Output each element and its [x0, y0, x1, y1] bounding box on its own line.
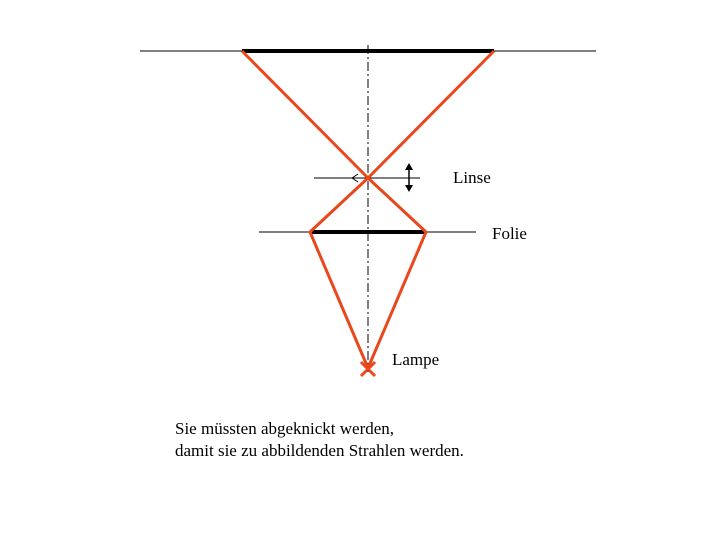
- lens-small-mark-lower: [352, 178, 358, 182]
- caption-text: [175, 418, 464, 462]
- lamp-label: Lampe: [392, 350, 440, 369]
- caption-line-1: Sie müssten abgeknickt werden,: [175, 419, 395, 438]
- lens-small-mark-upper: [352, 174, 358, 178]
- lens-label: Linse: [453, 168, 491, 187]
- caption-line-2: damit sie zu abbildenden Strahlen werden.: [175, 441, 464, 460]
- foil-label: Folie: [492, 224, 527, 243]
